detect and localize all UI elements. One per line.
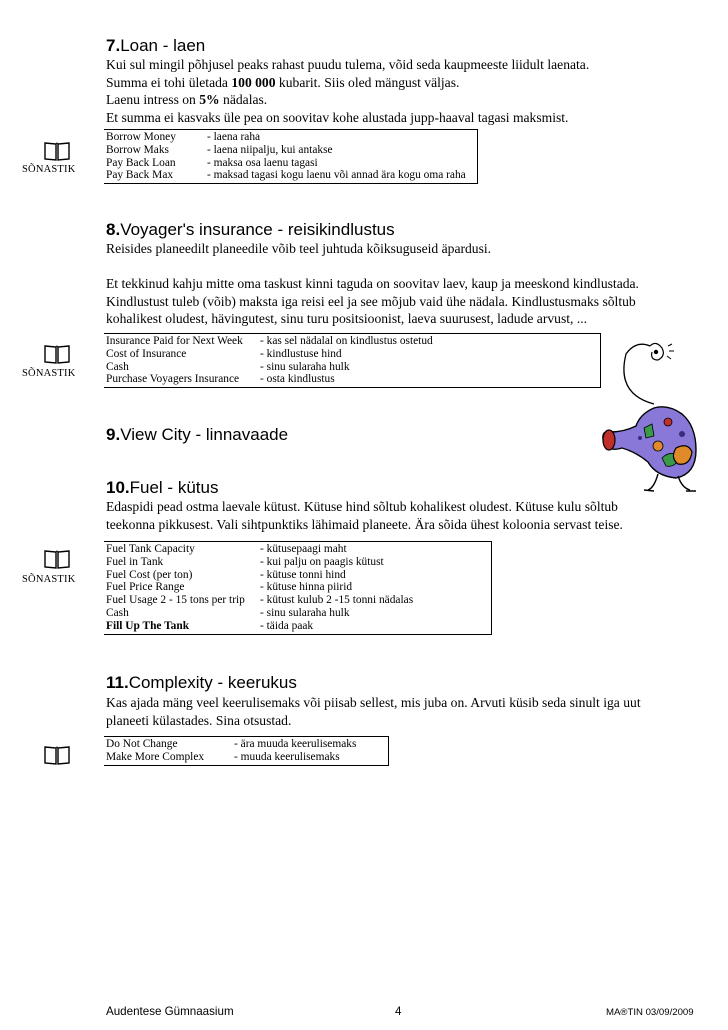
vocab-term: Fuel Tank Capacity	[106, 543, 195, 555]
text-span: Kindlustust tuleb (võib) maksta iga reisi eel ja see mõjub vaid ühe nädala. Kindlustusmaks sõltub	[106, 293, 636, 309]
vocab-definition: - kütuse hinna piirid	[260, 581, 353, 594]
vocab-definition: - kütust kulub 2 -15 tonni nädalas	[260, 594, 414, 607]
vocab-term: Fill Up The Tank	[106, 619, 190, 632]
vocab-definition: - sinu sularaha hulk	[260, 360, 350, 373]
vocab-definition: - osta kindlustus	[260, 373, 335, 386]
vocab-definition: - maksad tagasi kogu laenu või annad ära kogu oma raha	[207, 169, 466, 182]
section-number: 8.	[106, 220, 121, 239]
section-heading-11	[106, 673, 297, 693]
vocab-definition: - kütusepaagi maht	[260, 543, 347, 555]
book-icon	[43, 140, 71, 162]
emphasis-text: 5%	[199, 92, 220, 108]
page-number: 4	[395, 1005, 402, 1018]
vocab-definition: - laena niipalju, kui antakse	[207, 143, 333, 156]
vocab-row	[106, 169, 477, 182]
text-line	[106, 516, 623, 534]
vocab-definition: - sinu sularaha hulk	[260, 606, 350, 619]
text-span: Et tekkinud kahju mitte oma taskust kinni taguda on soovitav laev, kaup ja meeskond kindlustada.	[106, 276, 639, 292]
vocab-term: Borrow Money	[106, 131, 176, 143]
text-span: Edaspidi pead ostma laevale kütust. Kütuse hind sõltub kohalikest oludest. Kütuse kulu sõltub	[106, 499, 618, 514]
section-heading-10	[106, 478, 218, 498]
vocab-box-7	[104, 129, 478, 184]
book-icon	[43, 744, 71, 766]
alien-illustration	[596, 334, 700, 494]
text-span: teekonna pikkusest. Vali sihtpunktiks lähimaid planeete. Ära sõida ühest koloonia servast teise.	[106, 516, 623, 532]
book-icon	[43, 343, 71, 365]
vocab-term: Fuel Price Range	[106, 581, 185, 594]
vocab-row	[106, 738, 388, 751]
vocab-row	[106, 131, 477, 144]
section-title: Fuel - kütus	[129, 478, 219, 497]
vocab-row	[106, 348, 600, 361]
section-number: 7.	[106, 36, 121, 55]
vocab-box-11	[104, 736, 389, 766]
text-line	[106, 56, 589, 74]
section-title: Loan - laen	[120, 36, 206, 55]
vocab-term: Insurance Paid for Next Week	[106, 335, 243, 347]
text-line	[106, 293, 639, 311]
vocab-row	[106, 594, 491, 607]
text-span: nädalas.	[219, 92, 268, 108]
section-heading-7	[106, 36, 205, 56]
section-title: Voyager's insurance - reisikindlustus	[120, 220, 395, 239]
text-line	[106, 109, 589, 127]
vocab-row	[106, 361, 600, 374]
text-line	[106, 275, 639, 293]
sonastik-label: SÕNASTIK	[22, 164, 76, 175]
text-line	[106, 694, 641, 712]
book-icon	[43, 548, 71, 570]
text-span: Et summa ei kasvaks üle pea on soovitav kohe alustada jupp-haaval tagasi maksmist.	[106, 109, 569, 125]
vocab-term: Cash	[106, 360, 129, 373]
text-line	[106, 498, 623, 516]
section-10-paragraph	[106, 498, 623, 533]
vocab-row	[106, 607, 491, 620]
text-span: kohalikest oludest, hävingutest, sinu turu positsioonist, laeva suurusest, ladude arvust, ...	[106, 311, 588, 327]
vocab-term: Fuel Usage 2 - 15 tons per trip	[106, 594, 245, 607]
text-line	[106, 91, 589, 109]
text-span: Laenu intress on	[106, 92, 200, 108]
text-span: Kui sul mingil põhjusel peaks rahast puudu tulema, võid seda kaupmeeste liidult laenata.	[106, 57, 590, 72]
section-8-paragraph	[106, 240, 639, 328]
text-span: Reisides planeedilt planeedile võib teel juhtuda kõiksuguseid äpardusi.	[106, 241, 492, 256]
section-heading-9	[106, 425, 288, 445]
text-span: planeeti külastades. Sina otsustad.	[106, 712, 292, 728]
footer-school: Audentese Gümnaasium	[106, 1005, 234, 1018]
vocab-term: Pay Back Loan	[106, 156, 176, 169]
text-span: kubarit. Siis oled mängust väljas.	[275, 74, 460, 90]
text-line	[106, 310, 639, 328]
vocab-term: Purchase Voyagers Insurance	[106, 373, 240, 386]
section-number: 10.	[106, 478, 130, 497]
vocab-row	[106, 144, 477, 157]
vocab-definition: - kütuse tonni hind	[260, 568, 346, 581]
sonastik-label: SÕNASTIK	[22, 368, 76, 379]
vocab-term: Borrow Maks	[106, 143, 169, 156]
vocab-definition: - laena raha	[207, 131, 261, 143]
vocab-definition: - kindlustuse hind	[260, 347, 342, 360]
vocab-row	[106, 620, 491, 633]
vocab-definition: - kui palju on paagis kütust	[260, 555, 384, 568]
vocab-row	[106, 569, 491, 582]
section-number: 11.	[106, 673, 129, 692]
section-title: Complexity - keerukus	[128, 673, 297, 692]
vocab-box-10	[104, 541, 492, 635]
vocab-row	[106, 373, 600, 386]
vocab-row	[106, 543, 491, 556]
vocab-term: Cash	[106, 606, 129, 619]
vocab-definition: - täida paak	[260, 619, 314, 632]
vocab-definition: - muuda keerulisemaks	[234, 750, 340, 763]
vocab-term: Fuel Cost (per ton)	[106, 568, 193, 581]
section-7-paragraph	[106, 56, 589, 126]
vocab-row	[106, 581, 491, 594]
vocab-row	[106, 556, 491, 569]
vocab-term: Fuel in Tank	[106, 555, 164, 568]
text-line	[106, 712, 641, 730]
section-heading-8	[106, 220, 395, 240]
emphasis-text: 100 000	[231, 74, 276, 90]
vocab-definition: - maksa osa laenu tagasi	[207, 156, 318, 169]
text-line	[106, 240, 639, 258]
text-span: Kas ajada mäng veel keerulisemaks või piisab sellest, mis juba on. Arvuti küsib seda sinult iga uut	[106, 695, 641, 710]
vocab-term: Cost of Insurance	[106, 347, 187, 360]
section-11-paragraph	[106, 694, 641, 729]
sonastik-label: SÕNASTIK	[22, 574, 76, 585]
text-line	[106, 74, 589, 92]
vocab-term: Do Not Change	[106, 738, 178, 750]
vocab-term: Pay Back Max	[106, 169, 174, 182]
vocab-definition: - ära muuda keerulisemaks	[234, 738, 357, 750]
section-title: View City - linnavaade	[120, 425, 289, 444]
text-span: Summa ei tohi ületada	[106, 74, 232, 90]
vocab-row	[106, 751, 388, 764]
vocab-term: Make More Complex	[106, 750, 205, 763]
vocab-definition: - kas sel nädalal on kindlustus ostetud	[260, 335, 433, 347]
footer-credit: MA®TIN 03/09/2009	[606, 1007, 694, 1018]
section-number: 9.	[106, 425, 121, 444]
vocab-row	[106, 157, 477, 170]
vocab-row	[106, 335, 600, 348]
vocab-box-8	[104, 333, 601, 388]
